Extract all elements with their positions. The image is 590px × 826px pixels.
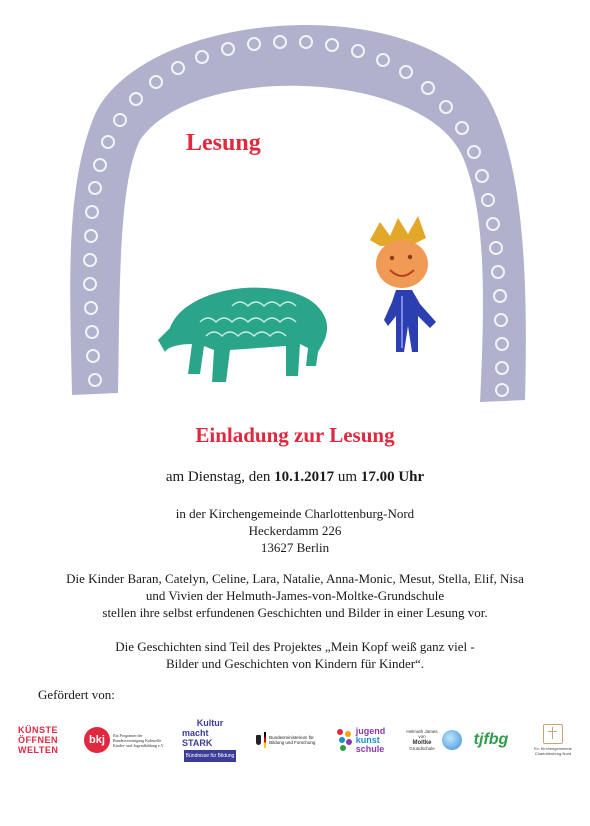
logo-text: schule (355, 743, 385, 754)
logo-text: jugend (355, 725, 386, 736)
bkj-mark: bkj (84, 727, 110, 753)
address-line: 13627 Berlin (260, 540, 330, 555)
tjfbg-logo: tjfbg (473, 731, 509, 748)
logo-text: ÖFFNEN (18, 735, 58, 745)
participants-line: Die Kinder Baran, Catelyn, Celine, Lara, Natalie, Anna-Monic, Mesut, Stella, Elif, Nisa (66, 571, 524, 586)
bmbf-text: Bundesministerium für Bildung und Forschung (269, 734, 316, 745)
cross-icon (543, 724, 563, 744)
participants-line: und Vivien der Helmuth-James-von-Moltke-Grundschule (145, 588, 445, 603)
sponsor-logos (18, 718, 578, 762)
logo-text: Bündnisse für Bildung (184, 750, 237, 762)
project-line: Bilder und Geschichten von Kindern für Kinder“. (165, 656, 425, 671)
logo-text: macht STARK (182, 728, 213, 748)
bkj-text: Ein Programm der Bundesvereinigung Kulturelle Kinder- und Jugendbildung e.V. (113, 732, 165, 748)
logo-text: Kultur (196, 718, 224, 728)
logo-text: Moltke (412, 739, 432, 746)
date-prefix: am Dienstag, den (165, 469, 275, 485)
logo-text-block (356, 727, 386, 754)
project-paragraph (0, 638, 590, 672)
event-date: 10.1.2017 (274, 469, 335, 485)
sponsors-label: Gefördert von: (38, 687, 115, 702)
colored-dots-icon (337, 729, 353, 751)
eagle-icon (256, 735, 261, 745)
kuenste-oeffnen-welten-logo (18, 718, 64, 762)
participants-line: stellen ihre selbst erfundenen Geschichten und Bilder in einer Lesung vor. (102, 605, 488, 620)
date-middle: um (334, 469, 361, 485)
logo-text: kunst (355, 734, 380, 745)
address-line: in der Kirchengemeinde Charlottenburg-Nord (175, 506, 415, 521)
bmbf-logo (256, 718, 324, 762)
logo-text: Helmuth James von (406, 728, 438, 739)
date-line (0, 469, 590, 486)
logo-text-block (404, 729, 440, 752)
project-line: Die Geschichten sind Teil des Projektes „Mein Kopf weiß ganz viel - (115, 639, 475, 654)
event-time: 17.00 Uhr (360, 469, 425, 485)
logo-text: Grundschule (409, 746, 435, 751)
jugend-kunst-schule-logo (330, 718, 392, 762)
page-title: Lesung (186, 130, 261, 156)
invitation-heading: Einladung zur Lesung (195, 423, 395, 447)
participants-paragraph (0, 570, 590, 621)
address-line: Heckerdamm 226 (248, 523, 342, 538)
german-flag-icon (264, 732, 266, 748)
kultur-macht-stark-logo (182, 718, 238, 762)
king-figure-drawing (370, 216, 436, 352)
kirchengemeinde-logo (528, 718, 578, 762)
green-animal-drawing (158, 288, 327, 382)
logo-text: KÜNSTE (18, 725, 59, 735)
globe-icon (442, 730, 462, 750)
logo-text: WELTEN (18, 745, 59, 755)
ekg-text: Ev. Kirchengemeinde Charlottenburg-Nord (534, 746, 572, 756)
bkj-logo (84, 718, 166, 762)
moltke-grundschule-logo (404, 718, 462, 762)
address-block (0, 505, 590, 556)
